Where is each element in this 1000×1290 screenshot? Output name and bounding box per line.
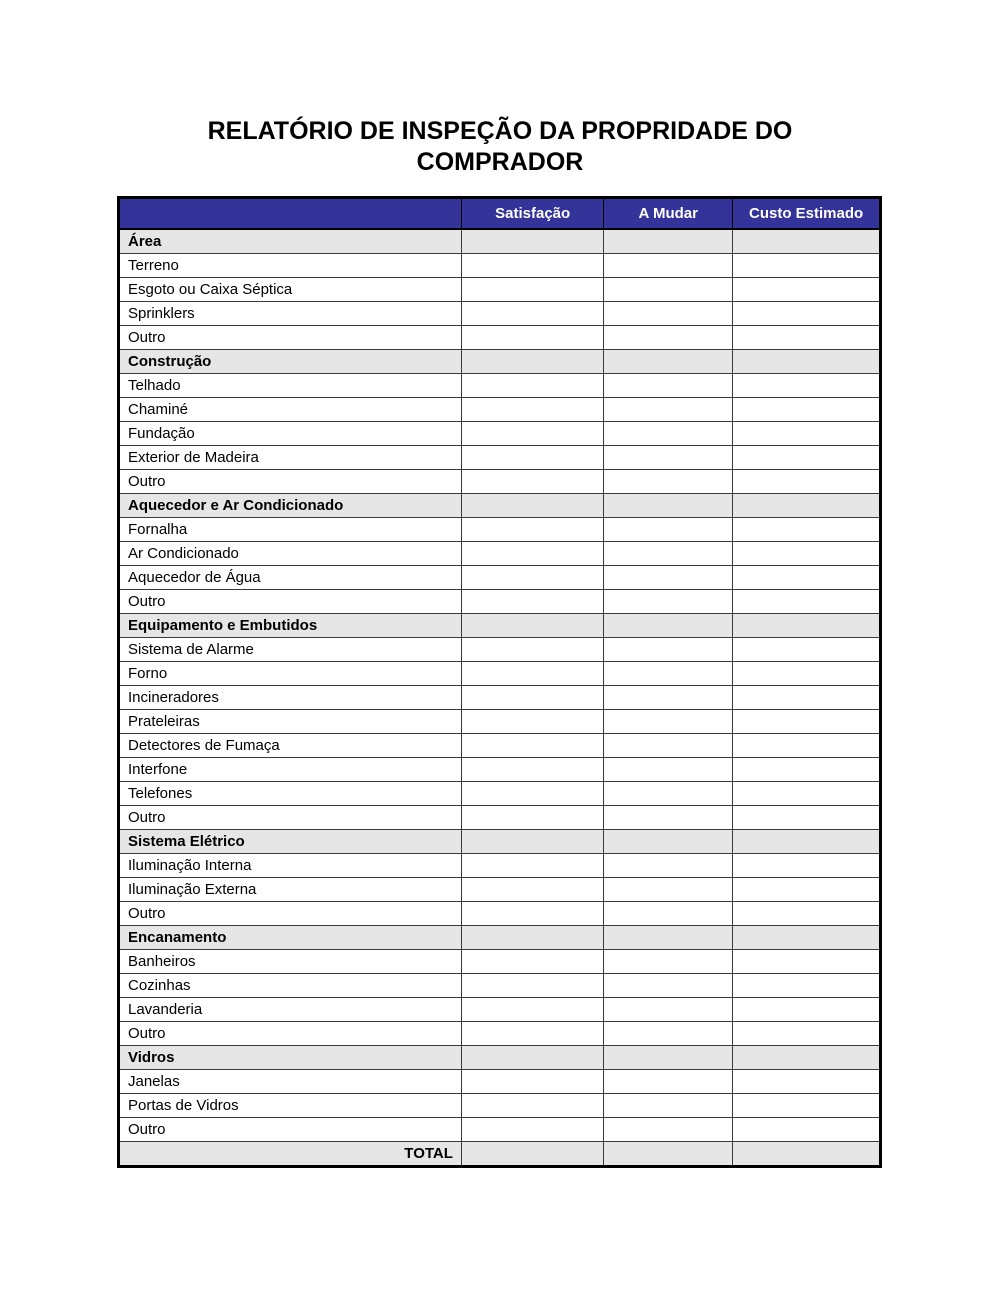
value-cell-empty [604, 470, 733, 494]
section-label-cell: Equipamento e Embutidos [119, 614, 462, 638]
value-cell-empty [733, 278, 881, 302]
table-row [119, 950, 881, 974]
table-row [119, 830, 881, 854]
table-header-row [119, 198, 881, 230]
value-cell-empty [604, 518, 733, 542]
item-label-cell: Outro [119, 1022, 462, 1046]
value-cell-empty [461, 998, 603, 1022]
item-label-cell: Fundação [119, 422, 462, 446]
value-cell-empty [461, 494, 603, 518]
value-cell-empty [461, 566, 603, 590]
value-cell-empty [604, 902, 733, 926]
item-label-cell: Cozinhas [119, 974, 462, 998]
section-label-cell: Área [119, 229, 462, 254]
item-label-cell: Aquecedor de Água [119, 566, 462, 590]
value-cell-empty [604, 302, 733, 326]
value-cell-empty [461, 686, 603, 710]
page-title-line2: COMPRADOR [416, 148, 584, 176]
value-cell-empty [604, 350, 733, 374]
table-row [119, 590, 881, 614]
value-cell-empty [461, 806, 603, 830]
value-cell-empty [461, 662, 603, 686]
section-label-cell: Vidros [119, 1046, 462, 1070]
table-row [119, 902, 881, 926]
value-cell-empty [733, 638, 881, 662]
value-cell-empty [461, 830, 603, 854]
table-row [119, 422, 881, 446]
value-cell-empty [733, 806, 881, 830]
value-cell-empty [461, 518, 603, 542]
value-cell-empty [733, 854, 881, 878]
table-row [119, 686, 881, 710]
value-cell-empty [461, 1046, 603, 1070]
table-row [119, 662, 881, 686]
inspection-table [117, 196, 882, 1168]
value-cell-empty [604, 782, 733, 806]
table-row [119, 470, 881, 494]
value-cell-empty [733, 1046, 881, 1070]
table-row [119, 494, 881, 518]
value-cell-empty [604, 926, 733, 950]
value-cell-empty [604, 398, 733, 422]
value-cell-empty [733, 1142, 881, 1167]
value-cell-empty [733, 566, 881, 590]
table-row [119, 998, 881, 1022]
column-header-custo-estimado: Custo Estimado [733, 198, 881, 230]
value-cell-empty [604, 758, 733, 782]
value-cell-empty [733, 974, 881, 998]
table-row [119, 302, 881, 326]
item-label-cell: Outro [119, 326, 462, 350]
value-cell-empty [461, 1022, 603, 1046]
value-cell-empty [733, 470, 881, 494]
item-label-cell: Esgoto ou Caixa Séptica [119, 278, 462, 302]
value-cell-empty [461, 326, 603, 350]
table-row [119, 710, 881, 734]
value-cell-empty [604, 974, 733, 998]
item-label-cell: Chaminé [119, 398, 462, 422]
table-row [119, 782, 881, 806]
value-cell-empty [604, 710, 733, 734]
value-cell-empty [733, 446, 881, 470]
table-row [119, 1094, 881, 1118]
value-cell-empty [604, 566, 733, 590]
item-label-cell: Outro [119, 1118, 462, 1142]
value-cell-empty [604, 662, 733, 686]
total-label-cell: TOTAL [119, 1142, 462, 1167]
value-cell-empty [733, 374, 881, 398]
value-cell-empty [461, 1094, 603, 1118]
value-cell-empty [604, 734, 733, 758]
value-cell-empty [733, 229, 881, 254]
table-row [119, 1022, 881, 1046]
item-label-cell: Incineradores [119, 686, 462, 710]
value-cell-empty [733, 302, 881, 326]
value-cell-empty [733, 782, 881, 806]
value-cell-empty [461, 1118, 603, 1142]
value-cell-empty [461, 350, 603, 374]
table-row [119, 614, 881, 638]
value-cell-empty [733, 686, 881, 710]
item-label-cell: Prateleiras [119, 710, 462, 734]
value-cell-empty [461, 758, 603, 782]
value-cell-empty [604, 686, 733, 710]
value-cell-empty [461, 854, 603, 878]
page-title [0, 0, 1000, 178]
item-label-cell: Terreno [119, 254, 462, 278]
value-cell-empty [604, 229, 733, 254]
value-cell-empty [604, 1022, 733, 1046]
table-row [119, 326, 881, 350]
table-row [119, 1118, 881, 1142]
item-label-cell: Outro [119, 590, 462, 614]
value-cell-empty [733, 350, 881, 374]
table-row [119, 1142, 881, 1167]
value-cell-empty [733, 590, 881, 614]
value-cell-empty [733, 614, 881, 638]
value-cell-empty [461, 710, 603, 734]
value-cell-empty [733, 542, 881, 566]
value-cell-empty [461, 302, 603, 326]
value-cell-empty [604, 1118, 733, 1142]
table-row [119, 854, 881, 878]
table-row [119, 758, 881, 782]
value-cell-empty [461, 422, 603, 446]
value-cell-empty [604, 254, 733, 278]
table-row [119, 350, 881, 374]
value-cell-empty [733, 1118, 881, 1142]
value-cell-empty [461, 1142, 603, 1167]
value-cell-empty [604, 854, 733, 878]
value-cell-empty [461, 638, 603, 662]
section-label-cell: Sistema Elétrico [119, 830, 462, 854]
value-cell-empty [604, 806, 733, 830]
value-cell-empty [604, 614, 733, 638]
value-cell-empty [733, 1094, 881, 1118]
value-cell-empty [604, 1046, 733, 1070]
table-row [119, 974, 881, 998]
table-row [119, 566, 881, 590]
value-cell-empty [733, 902, 881, 926]
item-label-cell: Sistema de Alarme [119, 638, 462, 662]
value-cell-empty [461, 1070, 603, 1094]
table-row [119, 1070, 881, 1094]
value-cell-empty [733, 326, 881, 350]
value-cell-empty [733, 422, 881, 446]
section-label-cell: Encanamento [119, 926, 462, 950]
value-cell-empty [461, 229, 603, 254]
table-row [119, 878, 881, 902]
value-cell-empty [733, 926, 881, 950]
value-cell-empty [461, 254, 603, 278]
table-row [119, 1046, 881, 1070]
value-cell-empty [604, 638, 733, 662]
value-cell-empty [604, 494, 733, 518]
value-cell-empty [461, 878, 603, 902]
item-label-cell: Lavanderia [119, 998, 462, 1022]
value-cell-empty [461, 734, 603, 758]
item-label-cell: Ar Condicionado [119, 542, 462, 566]
page-title-line1: RELATÓRIO DE INSPEÇÃO DA PROPRIDADE DO [207, 117, 793, 145]
item-label-cell: Forno [119, 662, 462, 686]
item-label-cell: Iluminação Externa [119, 878, 462, 902]
value-cell-empty [733, 734, 881, 758]
value-cell-empty [461, 470, 603, 494]
value-cell-empty [604, 542, 733, 566]
item-label-cell: Interfone [119, 758, 462, 782]
value-cell-empty [461, 446, 603, 470]
item-label-cell: Janelas [119, 1070, 462, 1094]
value-cell-empty [604, 374, 733, 398]
value-cell-empty [461, 974, 603, 998]
table-row [119, 446, 881, 470]
value-cell-empty [733, 518, 881, 542]
value-cell-empty [733, 662, 881, 686]
value-cell-empty [733, 710, 881, 734]
value-cell-empty [733, 398, 881, 422]
value-cell-empty [604, 1070, 733, 1094]
item-label-cell: Banheiros [119, 950, 462, 974]
value-cell-empty [604, 590, 733, 614]
item-label-cell: Outro [119, 902, 462, 926]
column-header-a-mudar: A Mudar [604, 198, 733, 230]
item-label-cell: Iluminação Interna [119, 854, 462, 878]
value-cell-empty [733, 1022, 881, 1046]
item-label-cell: Detectores de Fumaça [119, 734, 462, 758]
value-cell-empty [461, 398, 603, 422]
table-row [119, 374, 881, 398]
value-cell-empty [604, 326, 733, 350]
value-cell-empty [604, 278, 733, 302]
value-cell-empty [461, 902, 603, 926]
value-cell-empty [461, 278, 603, 302]
value-cell-empty [733, 1070, 881, 1094]
value-cell-empty [461, 950, 603, 974]
table-row [119, 806, 881, 830]
table-row [119, 638, 881, 662]
value-cell-empty [604, 446, 733, 470]
value-cell-empty [733, 998, 881, 1022]
item-label-cell: Exterior de Madeira [119, 446, 462, 470]
value-cell-empty [604, 1142, 733, 1167]
value-cell-empty [733, 950, 881, 974]
value-cell-empty [461, 782, 603, 806]
table-row [119, 734, 881, 758]
section-label-cell: Aquecedor e Ar Condicionado [119, 494, 462, 518]
table-row [119, 229, 881, 254]
item-label-cell: Outro [119, 806, 462, 830]
table-row [119, 542, 881, 566]
value-cell-empty [461, 542, 603, 566]
table-row [119, 398, 881, 422]
value-cell-empty [604, 950, 733, 974]
item-label-cell: Outro [119, 470, 462, 494]
column-header-blank [119, 198, 462, 230]
value-cell-empty [461, 374, 603, 398]
section-label-cell: Construção [119, 350, 462, 374]
item-label-cell: Portas de Vidros [119, 1094, 462, 1118]
table-row [119, 518, 881, 542]
value-cell-empty [604, 830, 733, 854]
value-cell-empty [604, 998, 733, 1022]
item-label-cell: Telefones [119, 782, 462, 806]
value-cell-empty [733, 878, 881, 902]
item-label-cell: Fornalha [119, 518, 462, 542]
table-row [119, 254, 881, 278]
column-header-satisfacao: Satisfação [461, 198, 603, 230]
value-cell-empty [733, 758, 881, 782]
table-row [119, 278, 881, 302]
value-cell-empty [461, 590, 603, 614]
value-cell-empty [733, 830, 881, 854]
value-cell-empty [604, 1094, 733, 1118]
value-cell-empty [733, 254, 881, 278]
value-cell-empty [604, 422, 733, 446]
value-cell-empty [461, 614, 603, 638]
table-row [119, 926, 881, 950]
value-cell-empty [604, 878, 733, 902]
value-cell-empty [733, 494, 881, 518]
item-label-cell: Telhado [119, 374, 462, 398]
item-label-cell: Sprinklers [119, 302, 462, 326]
value-cell-empty [461, 926, 603, 950]
